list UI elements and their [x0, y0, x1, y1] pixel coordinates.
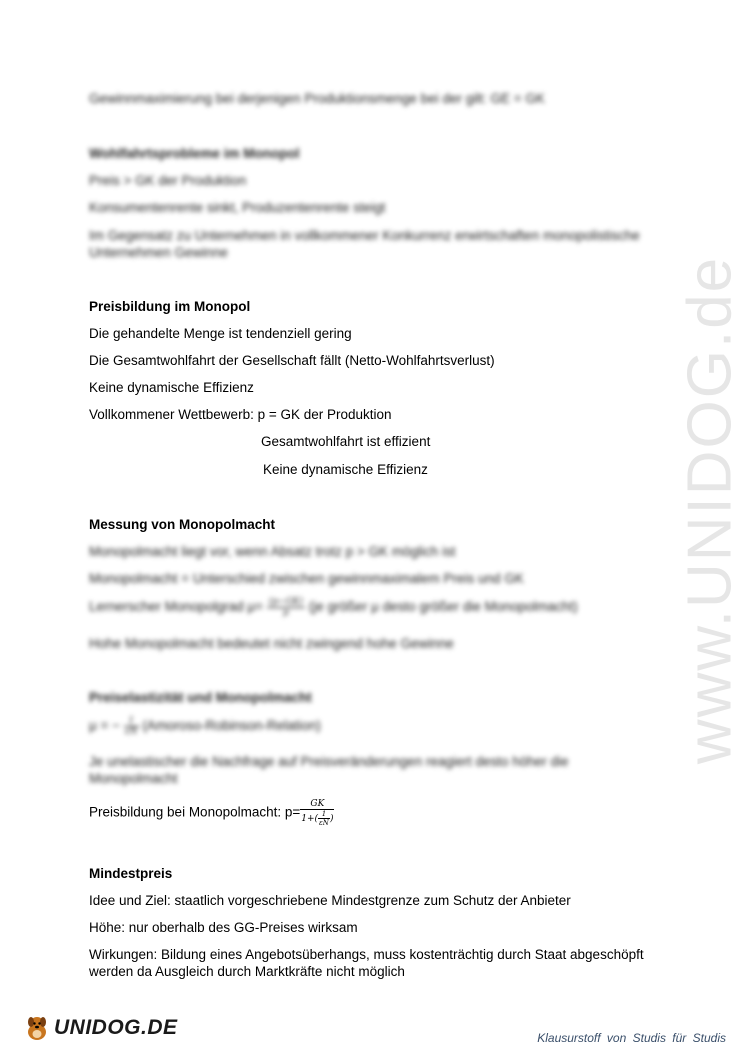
inner-numerator: 1 [318, 810, 330, 819]
fraction-denominator [300, 810, 334, 827]
blurred-text-line: Hohe Monopolmacht bedeutet nicht zwingend hohe Gewinne [89, 636, 454, 651]
text-line: Wirkungen: Bildung eines Angebotsüberhangs, muss kostenträchtig durch Staat abgeschöpft [89, 947, 644, 962]
footer-tagline: Klausurstoff von Studis für Studis [537, 1031, 726, 1045]
fraction-monopolpreis [300, 799, 334, 827]
blurred-text-line: Unternehmen Gewinne [89, 245, 228, 260]
logo-text: UNIDOG.DE [54, 1016, 178, 1039]
text-line: Die gehandelte Menge ist tendenziell gering [89, 326, 352, 341]
blurred-text-line: Je unelastischer die Nachfrage auf Preisveränderungen reagiert desto höher die [89, 754, 569, 769]
formula-note: (Amoroso-Robinson-Relation) [142, 718, 321, 734]
denominator-suffix: ) [329, 814, 334, 824]
unidog-logo[interactable] [22, 1013, 178, 1043]
section-heading-messung: Messung von Monopolmacht [89, 517, 276, 532]
text-line: Höhe: nur oberhalb des GG-Preises wirksam [89, 920, 358, 935]
section-heading-mindestpreis: Mindestpreis [89, 866, 173, 881]
fraction [124, 716, 139, 737]
blurred-section-heading: Preiselastizität und Monopolmacht [89, 690, 312, 705]
fraction [267, 597, 305, 618]
dog-icon [22, 1013, 52, 1043]
watermark: www.UNIDOG.de [675, 255, 745, 765]
blurred-section-heading: Wohlfahrtsprobleme im Monopol [89, 146, 300, 161]
blurred-formula-line [89, 716, 321, 737]
formula-note: (je größer μ desto größer die Monopolmacht) [308, 599, 578, 615]
fraction-numerator: 1 [124, 716, 139, 727]
text-line: Keine dynamische Effizienz [89, 380, 254, 395]
blurred-text-line: Preis > GK der Produktion [89, 173, 247, 188]
fraction-denominator: p [283, 608, 289, 618]
text-line: Idee und Ziel: staatlich vorgeschriebene Mindestgrenze zum Schutz der Anbieter [89, 893, 571, 908]
text-line: Vollkommener Wettbewerb: p = GK der Produktion [89, 407, 392, 422]
fraction-numerator: (p−GK) [268, 597, 304, 607]
inner-fraction [318, 810, 330, 827]
blurred-text-line: Monopolmacht = Unterschied zwischen gewinnmaximalem Preis und GK [89, 571, 524, 586]
section-heading-preisbildung: Preisbildung im Monopol [89, 299, 251, 314]
formula-line-preisbildung [89, 799, 334, 827]
denominator-prefix: 1+( [301, 814, 319, 824]
formula-label: Preisbildung bei Monopolmacht: p= [89, 804, 301, 820]
text-line: werden da Ausgleich durch Marktkräfte nicht möglich [89, 964, 405, 979]
formula-label: Lernerscher Monopolgrad μ= [89, 599, 264, 615]
blurred-text-line: Monopolmacht [89, 771, 178, 786]
text-line-indented: Keine dynamische Effizienz [263, 462, 428, 477]
inner-denominator: εN [319, 819, 329, 827]
blurred-text-line: Im Gegensatz zu Unternehmen in vollkommener Konkurrenz erwirtschaften monopolistische [89, 228, 640, 243]
text-line-indented: Gesamtwohlfahrt ist effizient [261, 434, 431, 449]
fraction-numerator: GK [300, 799, 334, 810]
formula-label: μ = − [89, 718, 121, 734]
fraction-denominator: εN [124, 727, 138, 737]
blurred-text-line: Konsumentenrente sinkt, Produzentenrente steigt [89, 200, 386, 215]
blurred-text-line: Monopolmacht liegt vor, wenn Absatz trotz p > GK möglich ist [89, 544, 456, 559]
blurred-formula-line [89, 597, 578, 618]
text-line: Die Gesamtwohlfahrt der Gesellschaft fällt (Netto-Wohlfahrtsverlust) [89, 353, 495, 368]
blurred-text-line: Gewinnmaximierung bei derjenigen Produktionsmenge bei der gilt: GE = GK [89, 91, 545, 106]
